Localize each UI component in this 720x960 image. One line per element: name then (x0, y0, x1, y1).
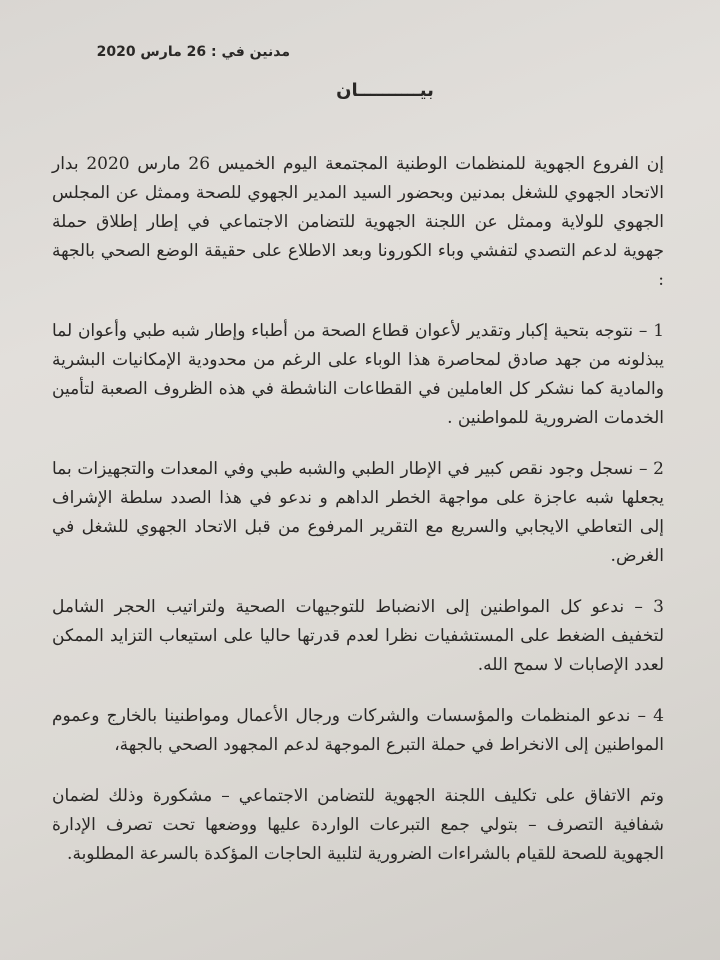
point-2-paragraph: 2 – نسجل وجود نقص كبير في الإطار الطبي والشبه طبي وفي المعدات والتجهيزات بما يجعلها شبه عاجزة على مواجهة الخطر الداهم و ندعو في هذا الصدد سلطة الإشراف إلى التعاطي الايجابي والسريع مع التقرير المرفوع من قبل الاتحاد الجهوي للشغل في الغرض. (52, 459, 664, 566)
document-date: مدنين في : 26 مارس 2020 (96, 44, 290, 60)
point-1-paragraph: 1 – نتوجه بتحية إكبار وتقدير لأعوان قطاع الصحة من أطباء وإطار شبه طبي وأعوان لما يبذلونه من جهد صادق لمحاصرة هذا الوباء على الرغم من محدودية الإمكانيات البشرية والمادية كما نشكر كل العاملين في القطاعات الناشطة في هذه الظروف الصعبة لتأمين الخدمات الضرورية للمواطنين . (52, 321, 665, 428)
closing-paragraph: وتم الاتفاق على تكليف اللجنة الجهوية للتضامن الاجتماعي – مشكورة وذلك لضمان شفافية التصرف – بتولي جمع التبرعات الواردة عليها ووضعها تحت تصرف الإدارة الجهوية للصحة للقيام بالشراءات الضرورية لتلبية الحاجات المؤكدة بالسرعة المطلوبة. (52, 786, 664, 864)
intro-paragraph: إن الفروع الجهوية للمنظمات الوطنية المجتمعة اليوم الخميس 26 مارس 2020 بدار الاتحاد الجهوي للشغل بمدنين وبحضور السيد المدير الجهوي للصحة وممثل عن المجلس الجهوي للولاية وممثل عن اللجنة الجهوية للتضامن الاجتماعي في إطار إطلاق حملة جهوية لدعم التصدي لتفشي وباء الكورونا وبعد الاطلاع على حقيقة الوضع الصحي بالجهة : (52, 154, 664, 290)
document-body (52, 150, 664, 891)
point-3-paragraph: 3 – ندعو كل المواطنين إلى الانضباط للتوجيهات الصحية ولتراتيب الحجر الشامل لتخفيف الضغط على المستشفيات نظرا لعدم قدرتها حاليا على استيعاب التزايد الممكن لعدد الإصابات لا سمح الله. (52, 597, 664, 675)
point-4-paragraph: 4 – ندعو المنظمات والمؤسسات والشركات ورجال الأعمال ومواطنينا بالخارج وعموم المواطنين إلى الانخراط في حملة التبرع الموجهة لدعم المجهود الصحي بالجهة، (52, 706, 664, 755)
document-title: بيــــــــــان (336, 80, 434, 101)
